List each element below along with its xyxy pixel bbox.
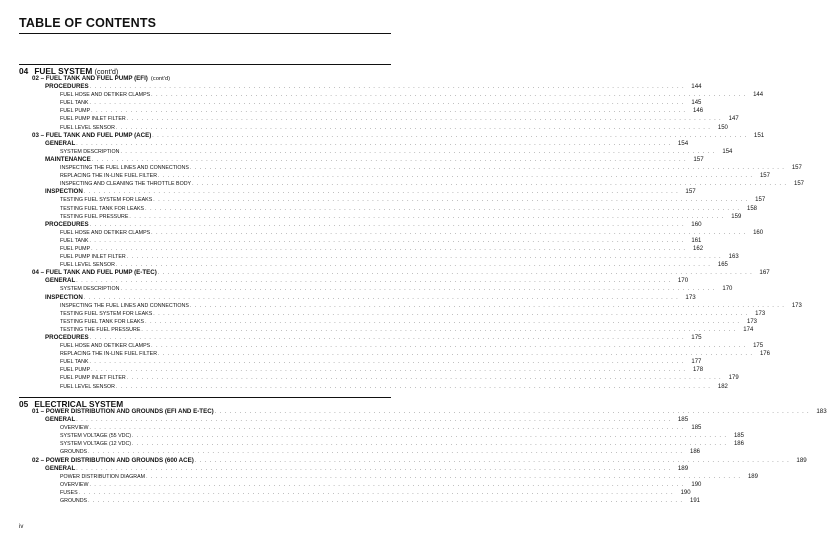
toc-entry-page: 182 bbox=[717, 383, 728, 390]
dot-leader: . . . . . . . . . . . . . . . . . . . . . . . . . . . . . . . . . . . . . . . . . . . . . . . . . . . . . . . . . . . . . . . . . . . . . . . . . . . . . . . . . . . . . . . . . . . . . . . . . . . . . . . . . . . . . . . . . . . . . . . . bbox=[76, 417, 672, 424]
toc-entry[interactable] bbox=[19, 302, 802, 310]
dot-leader: . . . . . . . . . . . . . . . . . . . . . . . . . . . . . . . . . . . . . . . . . . . . . . . . . . . . . . . . . . . . . . . . . . . . . . . . . . . . . . . . . . . . . . . . . . . . . . . . . . . . . . . . . . . . . . . . . . . . . . . . bbox=[120, 286, 716, 293]
dot-leader: . . . . . . . . . . . . . . . . . . . . . . . . . . . . . . . . . . . . . . . . . . . . . . . . . . . . . . . . . . . . . . . . . . . . . . . . . . . . . . . . . . . . . . . . . . . . . . . . . . . . . . . . . . . . . . . . . . . . . . . . bbox=[145, 318, 741, 325]
dot-leader: . . . . . . . . . . . . . . . . . . . . . . . . . . . . . . . . . . . . . . . . . . . . . . . . . . . . . . . . . . . . . . . . . . . . . . . . . . . . . . . . . . . . . . . . . . . . . . . . . . . . . . . . . . . . . . . . . . . . . . . . bbox=[158, 173, 753, 180]
toc-entry-page: 173 bbox=[791, 302, 802, 309]
toc-entry[interactable] bbox=[19, 456, 807, 465]
toc-entry-label: SYSTEM DESCRIPTION bbox=[60, 286, 120, 293]
toc-entry-page: 160 bbox=[691, 220, 702, 228]
toc-entry[interactable] bbox=[19, 366, 704, 374]
toc-entry-page: 146 bbox=[693, 108, 704, 115]
toc-entry[interactable] bbox=[19, 148, 733, 156]
toc-entry-label: SYSTEM VOLTAGE (55 VDC) bbox=[60, 433, 132, 440]
toc-entry-page: 175 bbox=[691, 334, 702, 341]
toc-entry[interactable] bbox=[19, 180, 804, 188]
toc-entry-page: 170 bbox=[677, 277, 689, 285]
dot-leader: . . . . . . . . . . . . . . . . . . . . . . . . . . . . . . . . . . . . . . . . . . . . . . . . . . . . . . . . . . . . . . . . . . . . . . . . . . . . . . . . . . . . . . . . . . . . . . . . . . . . . . . . . . . . . . . . . . . . . . . . bbox=[89, 221, 685, 228]
dot-leader: . . . . . . . . . . . . . . . . . . . . . . . . . . . . . . . . . . . . . . . . . . . . . . . . . . . . . . . . . . . . . . . . . . . . . . . . . . . . . . . . . . . . . . . . . . . . . . . . . . . . . . . . . . . . . . . . . . . . . . . . bbox=[189, 302, 785, 309]
dot-leader: . . . . . . . . . . . . . . . . . . . . . . . . . . . . . . . . . . . . . . . . . . . . . . . . . . . . . . . . . . . . . . . . . . . . . . . . . . . . . . . . . . . . . . . . . . . . . . . . . . . . . . . . . . . . . . . . . . . . . . . . bbox=[132, 433, 727, 440]
title-rule bbox=[19, 33, 391, 34]
section-rule bbox=[19, 397, 391, 398]
toc-entry-page: 190 bbox=[680, 489, 691, 496]
section-fuel-system bbox=[19, 64, 804, 390]
dot-leader: . . . . . . . . . . . . . . . . . . . . . . . . . . . . . . . . . . . . . . . . . . . . . . . . . . . . . . . . . . . . . . . . . . . . . . . . . . . . . . . . . . . . . . . . . . . . . . . . . . . . . . . . . . . . . . . . . . . . . . . . bbox=[151, 92, 747, 99]
toc-entry-label: GENERAL bbox=[45, 416, 76, 424]
toc-entry-page: 157 bbox=[793, 181, 804, 188]
toc-entry[interactable] bbox=[19, 205, 758, 213]
toc-entry-page: 145 bbox=[691, 100, 702, 107]
toc-entry-label: FUEL TANK bbox=[60, 359, 89, 366]
dot-leader: . . . . . . . . . . . . . . . . . . . . . . . . . . . . . . . . . . . . . . . . . . . . . . . . . . . . . . . . . . . . . . . . . . . . . . . . . . . . . . . . . . . . . . . . . . . . . . . . . . . . . . . . . . . . . . . . . . . . . . . . bbox=[151, 229, 747, 236]
toc-entry-page: 150 bbox=[717, 124, 728, 131]
toc-entry-page: 191 bbox=[689, 498, 700, 505]
toc-entry-label: INSPECTING THE FUEL LINES AND CONNECTIONS bbox=[60, 302, 189, 309]
toc-entry-label: INSPECTING AND CLEANING THE THROTTLE BODY bbox=[60, 181, 192, 188]
dot-leader: . . . . . . . . . . . . . . . . . . . . . . . . . . . . . . . . . . . . . . . . . . . . . . . . . . . . . . . . . . . . . . . . . . . . . . . . . . . . . . . . . . . . . . . . . . . . . . . . . . . . . . . . . . . . . . . . . . . . . . . . bbox=[129, 213, 725, 220]
toc-entry-label: GENERAL bbox=[45, 464, 76, 472]
dot-leader: . . . . . . . . . . . . . . . . . . . . . . . . . . . . . . . . . . . . . . . . . . . . . . . . . . . . . . . . . . . . . . . . . . . . . . . . . . . . . . . . . . . . . . . . . . . . . . . . . . . . . . . . . . . . . . . . . . . . . . . . bbox=[89, 359, 685, 366]
toc-entry[interactable] bbox=[19, 326, 754, 334]
toc-entry-page: 189 bbox=[747, 473, 758, 480]
toc-entry-label: FUEL PUMP INLET FILTER bbox=[60, 375, 126, 382]
toc-entry-label: FUEL LEVEL SENSOR bbox=[60, 383, 115, 390]
toc-entry-label: POWER DISTRIBUTION DIAGRAM bbox=[60, 473, 146, 480]
dot-leader: . . . . . . . . . . . . . . . . . . . . . . . . . . . . . . . . . . . . . . . . . . . . . . . . . . . . . . . . . . . . . . . . . . . . . . . . . . . . . . . . . . . . . . . . . . . . . . . . . . . . . . . . . . . . . . . . . . . . . . . . bbox=[89, 335, 685, 341]
toc-entry[interactable] bbox=[19, 164, 802, 172]
toc-entry-label: PROCEDURES bbox=[45, 83, 89, 91]
toc-entry[interactable] bbox=[19, 83, 702, 91]
page-title: TABLE OF CONTENTS bbox=[19, 16, 157, 30]
toc-entry[interactable] bbox=[19, 350, 770, 358]
dot-leader: . . . . . . . . . . . . . . . . . . . . . . . . . . . . . . . . . . . . . . . . . . . . . . . . . . . . . . . . . . . . . . . . . . . . . . . . . . . . . . . . . . . . . . . . . . . . . . . . . . . . . . . . . . . . . . . . . . . . . . . . bbox=[126, 254, 722, 261]
dot-leader: . . . . . . . . . . . . . . . . . . . . . . . . . . . . . . . . . . . . . . . . . . . . . . . . . . . . . . . . . . . . . . . . . . . . . . . . . . . . . . . . . . . . . . . . . . . . . . . . . . . . . . . . . . . . . . . . . . . . . . . . bbox=[83, 294, 679, 301]
toc-entry-label: REPLACING THE IN-LINE FUEL FILTER bbox=[60, 351, 158, 358]
dot-leader: . . . . . . . . . . . . . . . . . . . . . . . . . . . . . . . . . . . . . . . . . . . . . . . . . . . . . . . . . . . . . . . . . . . . . . . . . . . . . . . . . . . . . . . . . . . . . . . . . . . . . . . . . . . . . . . . . . . . . . . . bbox=[88, 498, 683, 505]
toc-entry[interactable] bbox=[19, 489, 691, 497]
dot-leader: . . . . . . . . . . . . . . . . . . . . . . . . . . . . . . . . . . . . . . . . . . . . . . . . . . . . . . . . . . . . . . . . . . . . . . . . . . . . . . . . . . . . . . . . . . . . . . . . . . . . . . . . . . . . . . . . . . . . . . . . bbox=[91, 156, 687, 163]
toc-entry-label: GROUNDS bbox=[60, 498, 88, 505]
toc-entry[interactable] bbox=[19, 277, 689, 285]
dot-leader: . . . . . . . . . . . . . . . . . . . . . . . . . . . . . . . . . . . . . . . . . . . . . . . . . . . . . . . . . . . . . . . . . . . . . . . . . . . . . . . . . . . . . . . . . . . . . . . . . . . . . . . . . . . . . . . . . . . . . . . . bbox=[76, 278, 672, 285]
toc-entry-label: FUEL PUMP bbox=[60, 245, 91, 252]
toc-entry[interactable] bbox=[19, 139, 689, 148]
toc-entry[interactable] bbox=[19, 229, 764, 237]
toc-entry-label: FUEL PUMP INLET FILTER bbox=[60, 116, 126, 123]
section-title: ELECTRICAL SYSTEM bbox=[34, 399, 124, 409]
toc-entry[interactable] bbox=[19, 253, 739, 261]
toc-entry[interactable] bbox=[19, 75, 391, 83]
toc-entry-label: FUEL PUMP bbox=[60, 108, 91, 115]
toc-entry[interactable] bbox=[19, 188, 696, 196]
toc-entry-label: FUSES bbox=[60, 489, 78, 496]
toc-entry-page: 144 bbox=[691, 83, 702, 91]
toc-entry-label: TESTING FUEL TANK FOR LEAKS bbox=[60, 318, 145, 325]
dot-leader: . . . . . . . . . . . . . . . . . . . . . . . . . . . . . . . . . . . . . . . . . . . . . . . . . . . . . . . . . . . . . . . . . . . . . . . . . . . . . . . . . . . . . . . . . . . . . . . . . . . . . . . . . . . . . . . . . . . . . . . . bbox=[89, 237, 685, 244]
toc-entry-page: 151 bbox=[753, 131, 765, 139]
toc-entry[interactable] bbox=[19, 383, 728, 391]
toc-entry-page: 160 bbox=[753, 229, 764, 236]
toc-entry-page: 158 bbox=[747, 205, 758, 212]
toc-entry-label: GENERAL bbox=[45, 277, 76, 285]
toc-entry-label: MAINTENANCE bbox=[45, 155, 91, 163]
toc-entry-page: 147 bbox=[728, 116, 739, 123]
toc-entry[interactable] bbox=[19, 440, 744, 448]
toc-entry-label: FUEL TANK bbox=[60, 100, 89, 107]
section-rule bbox=[19, 64, 391, 65]
dot-leader: . . . . . . . . . . . . . . . . . . . . . . . . . . . . . . . . . . . . . . . . . . . . . . . . . . . . . . . . . . . . . . . . . . . . . . . . . . . . . . . . . . . . . . . . . . . . . . . . . . . . . . . . . . . . . . . . . . . . . . . . bbox=[194, 457, 790, 464]
toc-entry-page: 175 bbox=[753, 343, 764, 350]
toc-entry-label: FUEL TANK bbox=[60, 237, 89, 244]
toc-entry-label: OVERVIEW bbox=[60, 425, 89, 432]
dot-leader: . . . . . . . . . . . . . . . . . . . . . . . . . . . . . . . . . . . . . . . . . . . . . . . . . . . . . . . . . . . . . . . . . . . . . . . . . . . . . . . . . . . . . . . . . . . . . . . . . . . . . . . . . . . . . . . . . . . . . . . . bbox=[126, 375, 722, 382]
toc-entry[interactable] bbox=[19, 91, 764, 99]
toc-entry-label: GENERAL bbox=[45, 139, 76, 147]
toc-entry-page: 177 bbox=[691, 359, 702, 366]
toc-entry[interactable] bbox=[19, 408, 827, 416]
toc-entry-label: PROCEDURES bbox=[45, 220, 89, 228]
toc-entry[interactable] bbox=[19, 334, 702, 342]
toc-entry[interactable] bbox=[19, 124, 728, 132]
toc-entry-page: 167 bbox=[759, 269, 770, 277]
toc-entry-label: REPLACING THE IN-LINE FUEL FILTER bbox=[60, 173, 158, 180]
section-title: FUEL SYSTEM bbox=[34, 66, 93, 76]
toc-entry-label: TESTING THE FUEL PRESSURE bbox=[60, 326, 141, 333]
dot-leader: . . . . . . . . . . . . . . . . . . . . . . . . . . . . . . . . . . . . . . . . . . . . . . . . . . . . . . . . . . . . . . . . . . . . . . . . . . . . . . . . . . . . . . . . . . . . . . . . . . . . . . . . . . . . . . . . . . . . . . . . bbox=[89, 481, 685, 488]
toc-entry[interactable] bbox=[19, 481, 702, 489]
section-number: 04 bbox=[19, 66, 29, 76]
dot-leader: . . . . . . . . . . . . . . . . . . . . . . . . . . . . . . . . . . . . . . . . . . . . . . . . . . . . . . . . . . . . . . . . . . . . . . . . . . . . . . . . . . . . . . . . . . . . . . . . . . . . . . . . . . . . . . . . . . . . . . . . bbox=[78, 489, 674, 496]
toc-entry-page: 186 bbox=[689, 449, 700, 456]
toc-entry-page: 163 bbox=[728, 254, 739, 261]
toc-entry-page: 189 bbox=[796, 456, 807, 464]
dot-leader: . . . . . . . . . . . . . . . . . . . . . . . . . . . . . . . . . . . . . . . . . . . . . . . . . . . . . . . . . . . . . . . . . . . . . . . . . . . . . . . . . . . . . . . . . . . . . . . . . . . . . . . . . . . . . . . . . . . . . . . . bbox=[153, 310, 749, 317]
toc-entry[interactable] bbox=[19, 269, 770, 277]
toc-entry-label: FUEL PUMP bbox=[60, 367, 91, 374]
toc-entry-page: 154 bbox=[722, 148, 733, 155]
toc-entry-page: 173 bbox=[755, 310, 766, 317]
toc-entry-page: 173 bbox=[747, 318, 758, 325]
toc-entry[interactable] bbox=[19, 213, 742, 221]
dot-leader: . . . . . . . . . . . . . . . . . . . . . . . . . . . . . . . . . . . . . . . . . . . . . . . . . . . . . . . . . . . . . . . . . . . . . . . . . . . . . . . . . . . . . . . . . . . . . . . . . . . . . . . . . . . . . . . . . . . . . . . . bbox=[189, 165, 785, 172]
dot-leader: . . . . . . . . . . . . . . . . . . . . . . . . . . . . . . . . . . . . . . . . . . . . . . . . . . . . . . . . . . . . . . . . . . . . . . . . . . . . . . . . . . . . . . . . . . . . . . . . . . . . . . . . . . . . . . . . . . . . . . . . bbox=[89, 100, 685, 107]
toc-entry-page: 144 bbox=[753, 92, 764, 99]
dot-leader: . . . . . . . . . . . . . . . . . . . . . . . . . . . . . . . . . . . . . . . . . . . . . . . . . . . . . . . . . . . . . . . . . . . . . . . . . . . . . . . . . . . . . . . . . . . . . . . . . . . . . . . . . . . . . . . . . . . . . . . . bbox=[151, 343, 747, 350]
dot-leader: . . . . . . . . . . . . . . . . . . . . . . . . . . . . . . . . . . . . . . . . . . . . . . . . . . . . . . . . . . . . . . . . . . . . . . . . . . . . . . . . . . . . . . . . . . . . . . . . . . . . . . . . . . . . . . . . . . . . . . . . bbox=[157, 270, 753, 277]
toc-entry-label: TESTING FUEL SYSTEM FOR LEAKS bbox=[60, 310, 153, 317]
toc-entry[interactable] bbox=[19, 424, 702, 432]
dot-leader: . . . . . . . . . . . . . . . . . . . . . . . . . . . . . . . . . . . . . . . . . . . . . . . . . . . . . . . . . . . . . . . . . . . . . . . . . . . . . . . . . . . . . . . . . . . . . . . . . . . . . . . . . . . . . . . . . . . . . . . . bbox=[153, 197, 749, 204]
page-number: iv bbox=[19, 524, 24, 530]
toc-entry-page: 161 bbox=[691, 237, 702, 244]
section-cont: (cont'd) bbox=[94, 67, 119, 76]
toc-entry[interactable] bbox=[19, 416, 689, 424]
toc-entry[interactable] bbox=[19, 342, 764, 350]
toc-entry[interactable] bbox=[19, 318, 758, 326]
toc-entry-label: FUEL LEVEL SENSOR bbox=[60, 262, 115, 269]
toc-entry[interactable] bbox=[19, 464, 689, 473]
dot-leader: . . . . . . . . . . . . . . . . . . . . . . . . . . . . . . . . . . . . . . . . . . . . . . . . . . . . . . . . . . . . . . . . . . . . . . . . . . . . . . . . . . . . . . . . . . . . . . . . . . . . . . . . . . . . . . . . . . . . . . . . bbox=[76, 465, 672, 472]
toc-list bbox=[19, 408, 827, 505]
toc-entry-page: 170 bbox=[722, 286, 733, 293]
toc-entry-page: 157 bbox=[693, 155, 704, 163]
dot-leader: . . . . . . . . . . . . . . . . . . . . . . . . . . . . . . . . . . . . . . . . . . . . . . . . . . . . . . . . . . . . . . . . . . . . . . . . . . . . . . . . . . . . . . . . . . . . . . . . . . . . . . . . . . . . . . . . . . . . . . . . bbox=[91, 245, 687, 252]
toc-entry-page: 157 bbox=[759, 173, 770, 180]
toc-entry-page: 159 bbox=[731, 213, 742, 220]
dot-leader: . . . . . . . . . . . . . . . . . . . . . . . . . . . . . . . . . . . . . . . . . . . . . . . . . . . . . . . . . . . . . . . . . . . . . . . . . . . . . . . . . . . . . . . . . . . . . . . . . . . . . . . . . . . . . . . . . . . . . . . . bbox=[132, 441, 727, 448]
toc-entry-page: 186 bbox=[733, 441, 744, 448]
toc-entry-label: FUEL LEVEL SENSOR bbox=[60, 124, 115, 131]
toc-entry[interactable] bbox=[19, 99, 702, 107]
toc-entry[interactable] bbox=[19, 131, 765, 140]
toc-entry[interactable] bbox=[19, 285, 733, 293]
dot-leader: . . . . . . . . . . . . . . . . . . . . . . . . . . . . . . . . . . . . . . . . . . . . . . . . . . . . . . . . . . . . . . . . . . . . . . . . . . . . . . . . . . . . . . . . . . . . . . . . . . . . . . . . . . . . . . . . . . . . . . . . bbox=[192, 181, 787, 188]
toc-entry-page: 179 bbox=[728, 375, 739, 382]
dot-leader: . . . . . . . . . . . . . . . . . . . . . . . . . . . . . . . . . . . . . . . . . . . . . . . . . . . . . . . . . . . . . . . . . . . . . . . . . . . . . . . . . . . . . . . . . . . . . . . . . . . . . . . . . . . . . . . . . . . . . . . . bbox=[120, 148, 716, 155]
toc-entry-page: 183 bbox=[816, 408, 827, 415]
dot-leader: . . . . . . . . . . . . . . . . . . . . . . . . . . . . . . . . . . . . . . . . . . . . . . . . . . . . . . . . . . . . . . . . . . . . . . . . . . . . . . . . . . . . . . . . . . . . . . . . . . . . . . . . . . . . . . . . . . . . . . . . bbox=[89, 84, 685, 91]
toc-entry[interactable] bbox=[19, 448, 700, 456]
toc-entry-label: FUEL HOSE AND OETIKER CLAMPS bbox=[60, 229, 151, 236]
dot-leader: . . . . . . . . . . . . . . . . . . . . . . . . . . . . . . . . . . . . . . . . . . . . . . . . . . . . . . . . . . . . . . . . . . . . . . . . . . . . . . . . . . . . . . . . . . . . . . . . . . . . . . . . . . . . . . . . . . . . . . . . bbox=[115, 124, 711, 131]
dot-leader: . . . . . . . . . . . . . . . . . . . . . . . . . . . . . . . . . . . . . . . . . . . . . . . . . . . . . . . . . . . . . . . . . . . . . . . . . . . . . . . . . . . . . . . . . . . . . . . . . . . . . . . . . . . . . . . . . . . . . . . . bbox=[158, 351, 753, 358]
dot-leader: . . . . . . . . . . . . . . . . . . . . . . . . . . . . . . . . . . . . . . . . . . . . . . . . . . . . . . . . . . . . . . . . . . . . . . . . . . . . . . . . . . . . . . . . . . . . . . . . . . . . . . . . . . . . . . . . . . . . . . . . bbox=[145, 205, 741, 212]
dot-leader: . . . . . . . . . . . . . . . . . . . . . . . . . . . . . . . . . . . . . . . . . . . . . . . . . . . . . . . . . . . . . . . . . . . . . . . . . . . . . . . . . . . . . . . . . . . . . . . . . . . . . . . . . . . . . . . . . . . . . . . . bbox=[152, 132, 748, 139]
section-electrical-system bbox=[19, 397, 827, 505]
toc-entry[interactable] bbox=[19, 196, 766, 204]
dot-leader: . . . . . . . . . . . . . . . . . . . . . . . . . . . . . . . . . . . . . . . . . . . . . . . . . . . . . . . . . . . . . . . . . . . . . . . . . . . . . . . . . . . . . . . . . . . . . . . . . . . . . . . . . . . . . . . . . . . . . . . . bbox=[126, 116, 722, 123]
toc-entry[interactable] bbox=[19, 497, 700, 505]
toc-entry[interactable] bbox=[19, 107, 704, 115]
toc-entry[interactable] bbox=[19, 220, 702, 229]
toc-entry-page: 165 bbox=[717, 262, 728, 269]
dot-leader: . . . . . . . . . . . . . . . . . . . . . . . . . . . . . . . . . . . . . . . . . . . . . . . . . . . . . . . . . . . . . . . . . . . . . . . . . . . . . . . . . . . . . . . . . . . . . . . . . . . . . . . . . . . . . . . . . . . . . . . . bbox=[89, 425, 685, 432]
toc-entry[interactable] bbox=[19, 432, 744, 440]
toc-entry-label: 02 – FUEL TANK AND FUEL PUMP (EFI) bbox=[32, 75, 148, 82]
toc-entry-page: 157 bbox=[755, 197, 766, 204]
dot-leader: . . . . . . . . . . . . . . . . . . . . . . . . . . . . . . . . . . . . . . . . . . . . . . . . . . . . . . . . . . . . . . . . . . . . . . . . . . . . . . . . . . . . . . . . . . . . . . . . . . . . . . . . . . . . . . . . . . . . . . . . bbox=[91, 108, 687, 115]
toc-entry-label: FUEL HOSE AND OETIKER CLAMPS bbox=[60, 343, 151, 350]
toc-entry-label: TESTING FUEL SYSTEM FOR LEAKS bbox=[60, 197, 153, 204]
toc-entry-label: FUEL HOSE AND OETIKER CLAMPS bbox=[60, 92, 151, 99]
toc-entry-label: TESTING FUEL TANK FOR LEAKS bbox=[60, 205, 145, 212]
toc-entry-label: PROCEDURES bbox=[45, 334, 89, 341]
dot-leader: . . . . . . . . . . . . . . . . . . . . . . . . . . . . . . . . . . . . . . . . . . . . . . . . . . . . . . . . . . . . . . . . . . . . . . . . . . . . . . . . . . . . . . . . . . . . . . . . . . . . . . . . . . . . . . . . . . . . . . . . bbox=[91, 367, 687, 374]
toc-entry-label: INSPECTION bbox=[45, 293, 83, 301]
toc-entry[interactable] bbox=[19, 293, 696, 302]
toc-entry-page: 185 bbox=[691, 425, 702, 432]
toc-entry[interactable] bbox=[19, 172, 770, 180]
toc-entry-label: SYSTEM VOLTAGE (12 VDC) bbox=[60, 441, 132, 448]
toc-entry-page: 173 bbox=[685, 293, 696, 301]
toc-entry-label: FUEL PUMP INLET FILTER bbox=[60, 254, 126, 261]
toc-entry[interactable] bbox=[19, 245, 704, 253]
toc-entry-label: 04 – FUEL TANK AND FUEL PUMP (E-TEC) bbox=[32, 269, 157, 277]
dot-leader: . . . . . . . . . . . . . . . . . . . . . . . . . . . . . . . . . . . . . . . . . . . . . . . . . . . . . . . . . . . . . . . . . . . . . . . . . . . . . . . . . . . . . . . . . . . . . . . . . . . . . . . . . . . . . . . . . . . . . . . . bbox=[83, 189, 679, 196]
section-number: 05 bbox=[19, 399, 29, 409]
toc-entry-page: 154 bbox=[677, 139, 689, 147]
toc-entry-label: 01 – POWER DISTRIBUTION AND GROUNDS (EFI AND E-TEC) bbox=[32, 408, 214, 415]
toc-entry-cont: (cont'd) bbox=[150, 76, 171, 82]
toc-entry-page: 190 bbox=[691, 481, 702, 488]
toc-entry[interactable] bbox=[19, 310, 766, 318]
toc-entry[interactable] bbox=[19, 155, 704, 164]
toc-entry-label: OVERVIEW bbox=[60, 481, 89, 488]
dot-leader: . . . . . . . . . . . . . . . . . . . . . . . . . . . . . . . . . . . . . . . . . . . . . . . . . . . . . . . . . . . . . . . . . . . . . . . . . . . . . . . . . . . . . . . . . . . . . . . . . . . . . . . . . . . . . . . . . . . . . . . . bbox=[115, 262, 711, 269]
dot-leader: . . . . . . . . . . . . . . . . . . . . . . . . . . . . . . . . . . . . . . . . . . . . . . . . . . . . . . . . . . . . . . . . . . . . . . . . . . . . . . . . . . . . . . . . . . . . . . . . . . . . . . . . . . . . . . . . . . . . . . . . bbox=[88, 449, 683, 456]
toc-entry-page: 174 bbox=[743, 326, 754, 333]
toc-list bbox=[19, 75, 804, 391]
toc-entry[interactable] bbox=[19, 358, 702, 366]
toc-entry[interactable] bbox=[19, 374, 739, 382]
toc-entry-page: 157 bbox=[685, 188, 696, 196]
toc-entry-page: 185 bbox=[733, 433, 744, 440]
toc-entry-page: 178 bbox=[693, 367, 704, 374]
toc-entry-page: 185 bbox=[677, 416, 689, 424]
dot-leader: . . . . . . . . . . . . . . . . . . . . . . . . . . . . . . . . . . . . . . . . . . . . . . . . . . . . . . . . . . . . . . . . . . . . . . . . . . . . . . . . . . . . . . . . . . . . . . . . . . . . . . . . . . . . . . . . . . . . . . . . bbox=[146, 473, 741, 480]
toc-entry-page: 176 bbox=[759, 351, 770, 358]
toc-entry-label: SYSTEM DESCRIPTION bbox=[60, 148, 120, 155]
dot-leader: . . . . . . . . . . . . . . . . . . . . . . . . . . . . . . . . . . . . . . . . . . . . . . . . . . . . . . . . . . . . . . . . . . . . . . . . . . . . . . . . . . . . . . . . . . . . . . . . . . . . . . . . . . . . . . . . . . . . . . . . bbox=[214, 409, 810, 415]
toc-entry-label: INSPECTING THE FUEL LINES AND CONNECTIONS bbox=[60, 165, 189, 172]
toc-entry-label: 02 – POWER DISTRIBUTION AND GROUNDS (600 ACE) bbox=[32, 456, 194, 464]
toc-entry-label: 03 – FUEL TANK AND FUEL PUMP (ACE) bbox=[32, 131, 152, 139]
toc-entry-label: TESTING FUEL PRESSURE bbox=[60, 213, 129, 220]
toc-entry[interactable] bbox=[19, 237, 702, 245]
dot-leader: . . . . . . . . . . . . . . . . . . . . . . . . . . . . . . . . . . . . . . . . . . . . . . . . . . . . . . . . . . . . . . . . . . . . . . . . . . . . . . . . . . . . . . . . . . . . . . . . . . . . . . . . . . . . . . . . . . . . . . . . bbox=[115, 383, 711, 390]
toc-entry[interactable] bbox=[19, 115, 739, 123]
toc-entry-page: 157 bbox=[791, 165, 802, 172]
toc-entry[interactable] bbox=[19, 473, 758, 481]
toc-entry-page: 189 bbox=[677, 464, 689, 472]
toc-entry[interactable] bbox=[19, 261, 728, 269]
toc-entry-label: GROUNDS bbox=[60, 449, 88, 456]
toc-entry-label: INSPECTION bbox=[45, 188, 83, 196]
dot-leader: . . . . . . . . . . . . . . . . . . . . . . . . . . . . . . . . . . . . . . . . . . . . . . . . . . . . . . . . . . . . . . . . . . . . . . . . . . . . . . . . . . . . . . . . . . . . . . . . . . . . . . . . . . . . . . . . . . . . . . . . bbox=[141, 326, 737, 333]
toc-entry-page: 162 bbox=[693, 245, 704, 252]
dot-leader: . . . . . . . . . . . . . . . . . . . . . . . . . . . . . . . . . . . . . . . . . . . . . . . . . . . . . . . . . . . . . . . . . . . . . . . . . . . . . . . . . . . . . . . . . . . . . . . . . . . . . . . . . . . . . . . . . . . . . . . . bbox=[76, 140, 672, 147]
